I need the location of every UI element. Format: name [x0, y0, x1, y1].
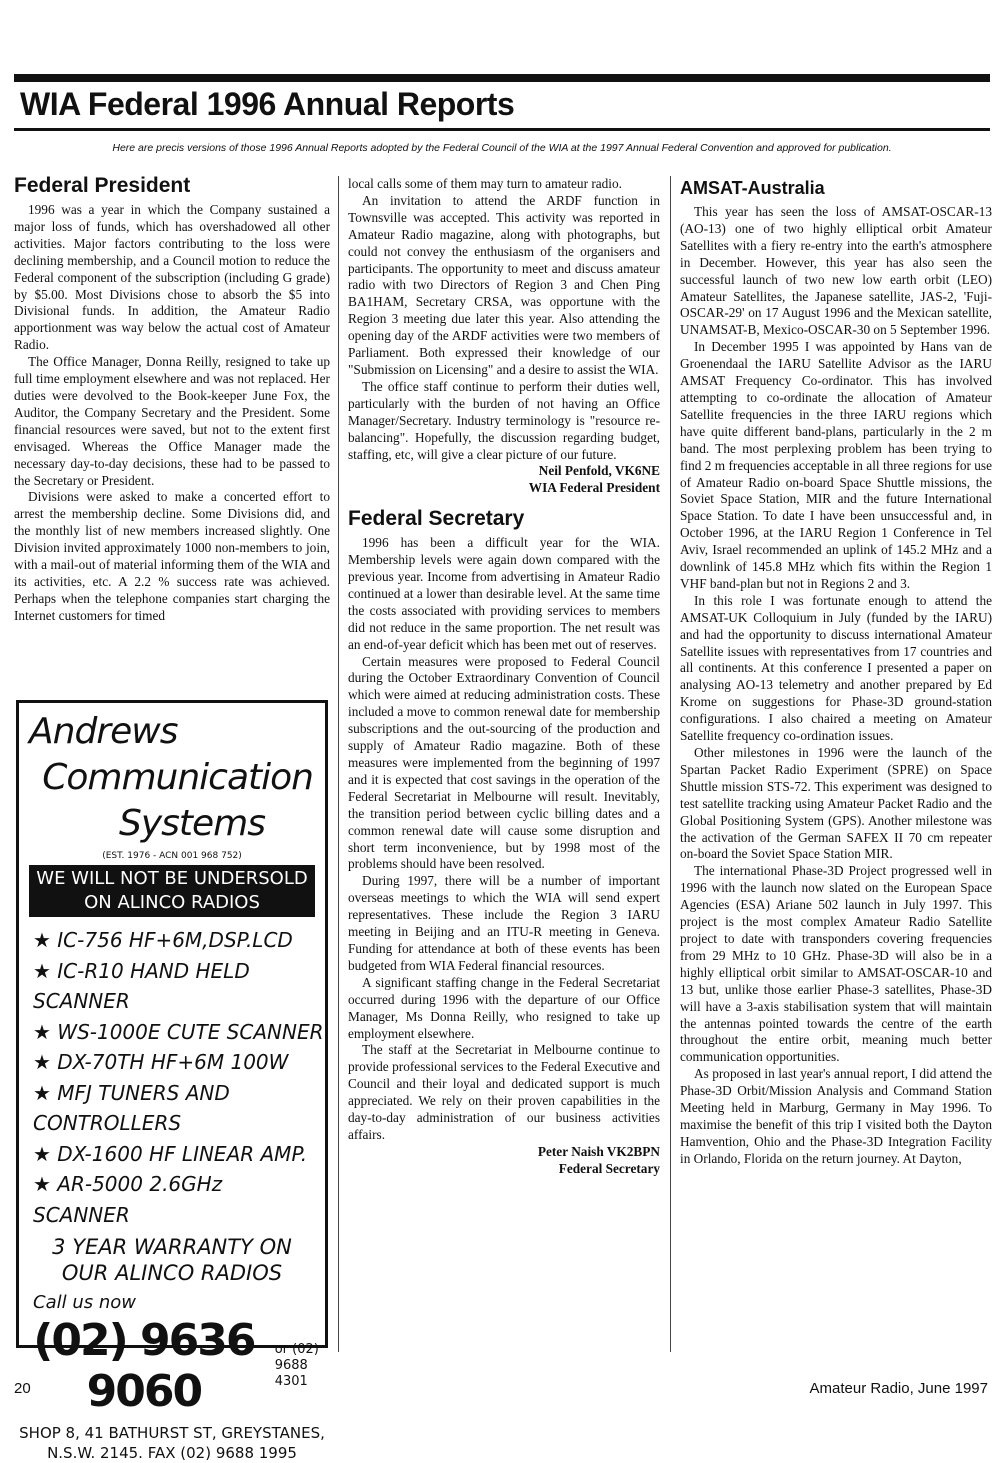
ad-warranty: [19, 1234, 325, 1286]
president-report-col1: [14, 172, 330, 625]
president-heading: Federal President: [14, 174, 191, 197]
president-paragraph: Divisions were asked to make a concerted effort to arrest the membership decline. Some Divisions did, and the monthly list of new members increased slightly. One Division invited approximately 1000 non-members to join, with a mail-out of material informing them of the WIA and its activities, etc. A 2.2 % success rate was achieved. Perhaps when the telephone companies start charging the Internet customers for timed: [14, 489, 330, 623]
ad-banner: [29, 865, 315, 917]
title-rule: [14, 128, 990, 131]
ad-alt-phone: [275, 1342, 325, 1390]
secretary-signature-name: Peter Naish VK2BPN: [537, 1143, 660, 1159]
amsat-paragraph: In this role I was fortunate enough to attend the AMSAT-UK Colloquium in July (funded by the IARU) and had the opportunity to discuss international Amateur Satellite issues with representatives from 17 countries and all continents. At this conference I presented a paper on analysing AO-13 telemetry and another prepared by Ed Krome on suggestions for Phase-3D ground-station configurations. I also chaired a meeting on Amateur Satellite frequency co-ordination issues.: [680, 592, 992, 744]
ad-product: ★ MFJ TUNERS AND CONTROLLERS: [33, 1080, 230, 1135]
secretary-signature-title: Federal Secretary: [558, 1160, 660, 1176]
president-signature-name: Neil Penfold, VK6NE: [538, 463, 660, 479]
intro-text: Here are precis versions of those 1996 Annual Reports adopted by the Federal Council of the WIA at the 1997 Annual Federal Convention and approved for publication.: [112, 142, 892, 154]
amsat-paragraph: The international Phase-3D Project progressed well in 1996 with the launch now slated on the European Space Agencies (ESA) Ariane 502 launch in July 1997. This project is the most complex Amateur Radio Satellite project to date with transponders covering frequencies from 29 MHz to 10 GHz. Phase-3D will also be in a highly elliptical orbit similar to AMSAT-OSCAR-10 and 13 but, unlike those earlier Phase-3 satellites, Phase-3D will have a 3-axis stabilisation system that will maintain the antennas pointed towards the centre of the earth throughout the entire orbit, meaning much better communication opportunities.: [680, 863, 992, 1065]
amsat-heading: AMSAT-Australia: [680, 178, 825, 198]
ad-product: ★ AR-5000 2.6GHz SCANNER: [33, 1172, 223, 1227]
ad-product: ★ IC-R10 HAND HELD SCANNER: [33, 958, 250, 1013]
ad-brand-line: Systems: [119, 803, 265, 844]
amsat-paragraph: As proposed in last year's annual report, I did attend the Phase-3D Orbit/Mission Analysis and Command Station Meeting held in Marburg, Germany in May 1996. To maximise the benefit of this trip I visited both the Dayton Hamvention, Ohio and the Phase-3D Integration Facility in Orlando, Florida on the return journey. At Dayton,: [680, 1066, 992, 1166]
ad-warranty-line: 3 YEAR WARRANTY ON: [52, 1235, 292, 1259]
secretary-paragraph: 1996 has been a difficult year for the WIA. Membership levels were again down compared with the previous year. Income from advertising in Amateur Radio continued at a lower than desirable level. At the same time the costs associated with providing services to members did not reduce in the same proportion. The net result was an end-of-year deficit which has been met out of reserves.: [348, 535, 660, 652]
amsat-report-col3: [680, 176, 992, 1168]
amsat-paragraph: This year has seen the loss of AMSAT-OSCAR-13 (AO-13) one of two highly elliptical orbit Amateur Satellites with a fiery re-entry into the earth's atmosphere in December. However, this year has also seen the successful launch of two new low earth orbit (LEO) Amateur Satellites, the Japanese satellite, JAS-2, 'Fuji-OSCAR-29' on 17 August 1996 and the Mexican satellite, UNAMSAT-B, Mexico-OSCAR-30 on 5 September 1996.: [680, 204, 992, 338]
publication-footer: Amateur Radio, June 1997: [809, 1380, 988, 1397]
ad-phone-block: [19, 1315, 325, 1417]
column-divider: [338, 176, 339, 1352]
amsat-paragraph: In December 1995 I was appointed by Hans van de Groenendaal the IARU Satellite Advisor as the IARU AMSAT Frequency Co-ordinator. This has involved attempting to co-ordinate the allocation of Amateur Satellite frequencies in the three IARU regions which have quite different band-plans, particularly in the 2 m band. The most perplexing problem has been trying to find 2 m frequencies acceptable in all three regions for use of Amateur Radio on-board Space Shuttle missions, the Soviet Space Station, MIR and the future International Space Station. To date I have been unsuccessful and, in October 1996, at the IARU Region 1 Conference in Tel Aviv, Israel recommended an uplink of 145.2 MHz and a downlink of 145.8 MHz which fits within the Region 1 VHF band-plan but not in Regions 2 and 3.: [680, 339, 992, 591]
president-paragraph: The office staff continue to perform their duties well, particularly with the burden of not having an Office Manager/Secretary. Industry terminology is "resource re-balancing". Hopefully, the discussion regarding budget, staffing, etc, will give a clear picture of our future.: [348, 378, 660, 462]
secretary-heading: Federal Secretary: [348, 507, 525, 531]
column-divider: [670, 176, 671, 1352]
ad-phone-number: (02) 9636 9060: [33, 1315, 255, 1417]
president-paragraph: The Office Manager, Donna Reilly, resigned to take up full time employment elsewhere and was not replaced. Her duties were devolved to the Book-keeper June Fox, the Auditor, the Company Secretary and the President. Some financial resources were saved, but not to the extent first envisaged. Whereas the Office Manager made the necessary day-to-day decisions, these had to be passed to the Secretary or President.: [14, 354, 330, 488]
ad-call-us: Call us now: [33, 1292, 136, 1313]
ad-alt-phone-prefix: or (02): [274, 1342, 319, 1357]
secretary-paragraph: During 1997, there will be a number of important overseas meetings to which the WIA will send expert representatives. These include the Region 3 IARU meeting in Beijing and an ITU-R meeting in Geneva. Funding for attendance at both of these events has been budgeted from WIA Federal financial resources.: [348, 873, 660, 973]
secretary-paragraph: The staff at the Secretariat in Melbourne continue to provide professional services to the Federal Executive and Council and their loyal and dedicated support is much appreciated. We rely on their proven capabilities in the day-to-day administration of our business activities affairs.: [348, 1042, 660, 1142]
secretary-paragraph: A significant staffing change in the Federal Secretariat occurred during 1996 with the departure of our Office Manager, Ms Donna Reilly, who resigned to take up employment elsewhere.: [348, 974, 660, 1041]
president-paragraph: local calls some of them may turn to amateur radio.: [348, 176, 622, 191]
ad-product: ★ WS-1000E CUTE SCANNER: [33, 1019, 324, 1044]
ad-address-line: N.S.W. 2145. FAX (02) 9688 1995: [47, 1444, 297, 1462]
ad-banner-line: WE WILL NOT BE UNDERSOLD: [36, 868, 308, 889]
president-paragraph: 1996 was a year in which the Company sustained a major loss of funds, which has overshadowed all other activities. Major factors contributing to the loss were declining membership, and a Council motion to reduce the Federal component of the subscription (including G grade) by $5.00. Most Divisions chose to absorb the $5 into Divisional funds. In addition, the Amateur Radio apportionment was way below the actual cost of Amateur Radio.: [14, 202, 330, 353]
ad-warranty-line: OUR ALINCO RADIOS: [61, 1261, 283, 1285]
ad-product: ★ DX-70TH HF+6M 100W: [33, 1050, 289, 1074]
president-signature-title: WIA Federal President: [528, 480, 660, 496]
amsat-paragraph: Other milestones in 1996 were the launch of the Spartan Packet Radio Experiment (SPRE) on Space Shuttle mission STS-72. This experiment was designed to test satellite tracking using Amateur Packet Radio and the Global Positioning System (GPS). Another milestone was the activation of the German SAFEX II 70 cm repeater on-board the Soviet Space Station MIR.: [680, 745, 992, 862]
page-number: 20: [14, 1380, 31, 1397]
president-paragraph: An invitation to attend the ARDF function in Townsville was accepted. This activity was reported in Amateur Radio magazine, along with photographs, but could not convey the enthusiasm of the organisers and participants. The opportunity to meet and discuss amateur radio with two Directors of Region 3 and Chen Ping BA1HAM, Secretary CRSA, was opportune with the Region 3 meeting due later this year. Also attending the opening day of the ARDF activities were two members of Parliament. Both expressed their knowledge of our "Submission on Licensing" and a desire to assist the WIA.: [348, 192, 660, 377]
top-rule: [14, 74, 990, 82]
ad-address: [19, 1423, 325, 1463]
ad-product: ★ DX-1600 HF LINEAR AMP.: [33, 1141, 308, 1166]
ad-brand-line: Communication: [42, 757, 313, 798]
ad-alt-phone-number: 9688 4301: [274, 1358, 308, 1389]
ad-product-list: [19, 925, 325, 1230]
ad-brand-line: Andrews: [29, 711, 178, 752]
ad-banner-line: ON ALINCO RADIOS: [84, 892, 260, 913]
page-title: WIA Federal 1996 Annual Reports: [20, 86, 515, 122]
report-col2: [348, 176, 660, 1178]
ad-product: ★ IC-756 HF+6M,DSP.LCD: [33, 928, 293, 952]
ad-address-line: SHOP 8, 41 BATHURST ST, GREYSTANES,: [19, 1424, 325, 1442]
ad-established: (EST. 1976 - ACN 001 968 752): [102, 851, 242, 861]
secretary-paragraph: Certain measures were proposed to Federal Council during the October Extraordinary Convention of Council which were aimed at reducing administration costs. These included a move to common renewal date for membership subscriptions and the out-sourcing of the production and supply of Amateur Radio magazine. Both of these measures were implemented from the beginning of 1997 and it is expected that cost savings in the operation of the Federal Secretariat in Melbourne will result. Inevitably, the transition period between cyclic billing dates and a common renewal date will cause some disruption and short term inconvenience, but by 1998 most of the problems should have been resolved.: [348, 653, 660, 872]
